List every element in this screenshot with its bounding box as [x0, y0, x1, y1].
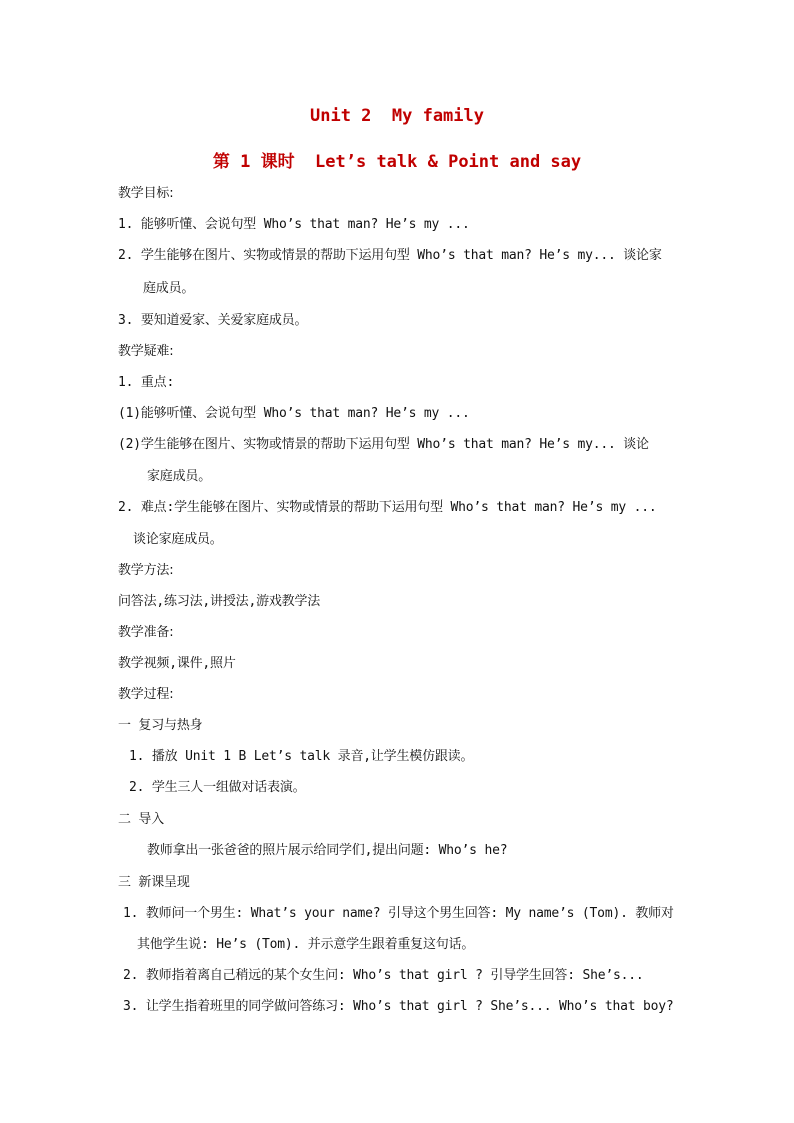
process-line-continued: 其他学生说: He’s (Tom). 并示意学生跟着重复这句话。	[137, 937, 475, 952]
process-heading: 一 复习与热身	[118, 718, 203, 733]
document-title: Unit 2 My family	[310, 106, 484, 126]
process-heading: 三 新课呈现	[118, 875, 190, 890]
difficulty-line: (1)能够听懂、会说句型 Who’s that man? He’s my ...	[118, 406, 470, 421]
process-line: 3. 让学生指着班里的同学做问答练习: Who’s that girl ? She’s... Who’s that boy?	[123, 999, 674, 1014]
methods-line: 问答法,练习法,讲授法,游戏教学法	[118, 594, 321, 609]
document-subtitle: 第 1 课时 Let’s talk & Point and say	[212, 152, 582, 172]
difficulty-line-continued: 家庭成员。	[147, 469, 212, 484]
difficulty-line: 1. 重点:	[118, 375, 175, 390]
objective-line: 2. 学生能够在图片、实物或情景的帮助下运用句型 Who’s that man? He’s my... 谈论家	[118, 248, 662, 263]
process-line: 2. 学生三人一组做对话表演。	[129, 780, 306, 795]
section-heading-preparation: 教学准备:	[118, 625, 174, 640]
objective-line-continued: 庭成员。	[143, 281, 195, 296]
difficulty-line: (2)学生能够在图片、实物或情景的帮助下运用句型 Who’s that man? He’s my... 谈论	[118, 437, 649, 452]
process-line: 教师拿出一张爸爸的照片展示给同学们,提出问题: Who’s he?	[147, 843, 508, 858]
section-heading-process: 教学过程:	[118, 687, 174, 702]
objective-line: 1. 能够听懂、会说句型 Who’s that man? He’s my ...	[118, 217, 470, 232]
difficulty-line-continued: 谈论家庭成员。	[133, 532, 223, 547]
section-heading-difficulties: 教学疑难:	[118, 344, 174, 359]
difficulty-line: 2. 难点:学生能够在图片、实物或情景的帮助下运用句型 Who’s that man? He’s my ...	[118, 500, 657, 515]
process-line: 1. 教师问一个男生: What’s your name? 引导这个男生回答: My name’s (Tom). 教师对	[123, 906, 674, 921]
objective-line: 3. 要知道爱家、关爱家庭成员。	[118, 313, 308, 328]
process-line: 2. 教师指着离自己稍远的某个女生问: Who’s that girl ? 引导学生回答: She’s...	[123, 968, 644, 983]
section-heading-methods: 教学方法:	[118, 563, 174, 578]
process-heading: 二 导入	[118, 812, 165, 827]
section-heading-objectives: 教学目标:	[118, 186, 174, 201]
preparation-line: 教学视频,课件,照片	[118, 656, 236, 671]
process-line: 1. 播放 Unit 1 B Let’s talk 录音,让学生模仿跟读。	[129, 749, 474, 764]
